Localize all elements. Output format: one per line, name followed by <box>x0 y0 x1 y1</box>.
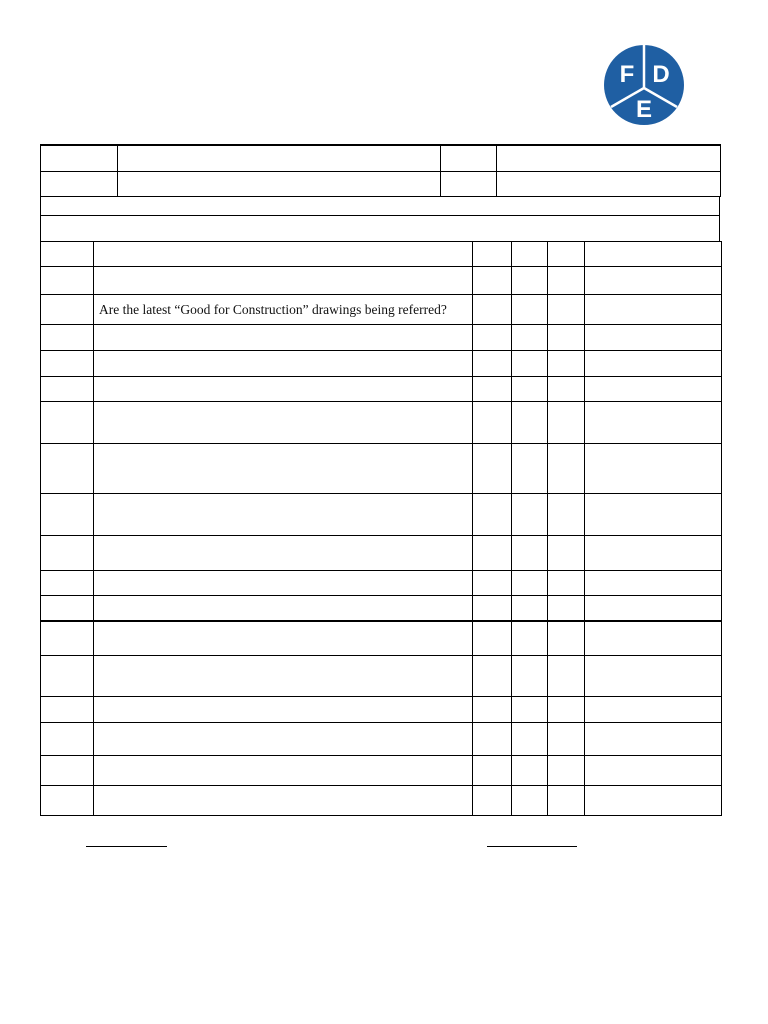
check-cell-1[interactable] <box>473 723 512 756</box>
header-value-cell[interactable] <box>497 145 721 172</box>
check-cell-3[interactable] <box>548 325 585 351</box>
check-cell-3[interactable] <box>548 494 585 536</box>
check-cell-3[interactable] <box>548 596 585 621</box>
item-number-cell <box>41 621 94 656</box>
check-cell-1[interactable] <box>473 786 512 816</box>
check-cell-2[interactable] <box>512 786 548 816</box>
check-cell-1[interactable] <box>473 267 512 295</box>
check-cell-2[interactable] <box>512 494 548 536</box>
check-cell-2[interactable] <box>512 723 548 756</box>
item-description-cell: Are the latest “Good for Construction” drawings being referred? <box>94 295 473 325</box>
header-label-cell <box>441 145 497 172</box>
item-number-cell <box>41 786 94 816</box>
table-row <box>41 295 722 325</box>
remarks-cell[interactable] <box>585 325 722 351</box>
check-cell-2[interactable] <box>512 621 548 656</box>
check-cell-1[interactable] <box>473 351 512 377</box>
item-number-cell <box>41 295 94 325</box>
item-description-cell <box>94 402 473 444</box>
logo-letter-d: D <box>652 61 670 88</box>
check-cell-1[interactable] <box>473 571 512 596</box>
check-cell-3[interactable] <box>548 351 585 377</box>
item-number-cell <box>41 267 94 295</box>
item-number-cell <box>41 656 94 697</box>
item-number-cell <box>41 494 94 536</box>
remarks-cell[interactable] <box>585 242 722 267</box>
table-row <box>41 723 722 756</box>
check-cell-1[interactable] <box>473 756 512 786</box>
item-description-cell <box>94 656 473 697</box>
signature-line-right[interactable] <box>487 846 577 847</box>
table-row <box>41 756 722 786</box>
item-description-cell <box>94 697 473 723</box>
table-row <box>41 494 722 536</box>
check-cell-1[interactable] <box>473 656 512 697</box>
check-cell-3[interactable] <box>548 621 585 656</box>
check-cell-2[interactable] <box>512 402 548 444</box>
table-row <box>41 351 722 377</box>
check-cell-2[interactable] <box>512 267 548 295</box>
table-row <box>41 621 722 656</box>
table-row <box>41 242 722 267</box>
check-cell-3[interactable] <box>548 656 585 697</box>
check-cell-3[interactable] <box>548 697 585 723</box>
item-description-cell <box>94 596 473 621</box>
check-cell-2[interactable] <box>512 536 548 571</box>
check-cell-2[interactable] <box>512 242 548 267</box>
table-row <box>41 402 722 444</box>
item-description-cell <box>94 267 473 295</box>
item-number-cell <box>41 402 94 444</box>
table-row <box>41 444 722 494</box>
table-row <box>41 571 722 596</box>
item-number-cell <box>41 325 94 351</box>
check-cell-2[interactable] <box>512 295 548 325</box>
check-cell-1[interactable] <box>473 377 512 402</box>
remarks-cell[interactable] <box>585 351 722 377</box>
item-description-cell <box>94 242 473 267</box>
item-description-cell <box>94 621 473 656</box>
section-title-band <box>40 215 720 242</box>
check-cell-1[interactable] <box>473 596 512 621</box>
item-number-cell <box>41 444 94 494</box>
check-cell-2[interactable] <box>512 697 548 723</box>
item-number-cell <box>41 351 94 377</box>
check-cell-2[interactable] <box>512 351 548 377</box>
item-description-cell <box>94 444 473 494</box>
item-description-cell <box>94 351 473 377</box>
table-row <box>41 267 722 295</box>
check-cell-2[interactable] <box>512 756 548 786</box>
item-number-cell <box>41 596 94 621</box>
check-cell-3[interactable] <box>548 444 585 494</box>
remarks-cell[interactable] <box>585 723 722 756</box>
check-cell-2[interactable] <box>512 444 548 494</box>
remarks-cell[interactable] <box>585 621 722 656</box>
check-cell-3[interactable] <box>548 723 585 756</box>
remarks-cell[interactable] <box>585 402 722 444</box>
check-cell-3[interactable] <box>548 295 585 325</box>
header-label-cell <box>41 172 118 197</box>
item-description-cell <box>94 325 473 351</box>
table-row <box>41 656 722 697</box>
remarks-cell[interactable] <box>585 295 722 325</box>
item-description-cell <box>94 494 473 536</box>
remarks-cell[interactable] <box>585 377 722 402</box>
remarks-cell[interactable] <box>585 267 722 295</box>
check-cell-1[interactable] <box>473 242 512 267</box>
remarks-cell[interactable] <box>585 571 722 596</box>
remarks-cell[interactable] <box>585 656 722 697</box>
remarks-cell[interactable] <box>585 596 722 621</box>
fde-logo <box>603 44 685 126</box>
item-number-cell <box>41 756 94 786</box>
check-cell-2[interactable] <box>512 656 548 697</box>
check-cell-1[interactable] <box>473 325 512 351</box>
check-cell-3[interactable] <box>548 571 585 596</box>
item-description-cell <box>94 377 473 402</box>
check-cell-3[interactable] <box>548 242 585 267</box>
table-row <box>41 786 722 816</box>
item-number-cell <box>41 723 94 756</box>
header-value-cell[interactable] <box>118 172 441 197</box>
remarks-cell[interactable] <box>585 756 722 786</box>
header-label-cell <box>41 145 118 172</box>
check-cell-3[interactable] <box>548 267 585 295</box>
item-description-cell <box>94 786 473 816</box>
item-number-cell <box>41 242 94 267</box>
item-number-cell <box>41 377 94 402</box>
item-description-cell <box>94 571 473 596</box>
check-cell-1[interactable] <box>473 402 512 444</box>
check-cell-1[interactable] <box>473 295 512 325</box>
check-cell-1[interactable] <box>473 621 512 656</box>
checklist-table <box>40 241 722 816</box>
check-cell-2[interactable] <box>512 571 548 596</box>
signature-line-left[interactable] <box>86 846 167 847</box>
logo-letter-e: E <box>635 96 653 123</box>
check-cell-1[interactable] <box>473 697 512 723</box>
remarks-cell[interactable] <box>585 444 722 494</box>
table-row <box>41 536 722 571</box>
check-cell-1[interactable] <box>473 444 512 494</box>
header-info-row-2 <box>40 171 721 197</box>
remarks-cell[interactable] <box>585 494 722 536</box>
remarks-cell[interactable] <box>585 786 722 816</box>
header-label-cell <box>441 172 497 197</box>
check-cell-2[interactable] <box>512 325 548 351</box>
table-row <box>41 697 722 723</box>
table-row <box>41 325 722 351</box>
check-cell-3[interactable] <box>548 402 585 444</box>
item-number-cell <box>41 697 94 723</box>
remarks-cell[interactable] <box>585 536 722 571</box>
logo-letter-f: F <box>619 61 635 88</box>
remarks-cell[interactable] <box>585 697 722 723</box>
item-description-cell <box>94 723 473 756</box>
header-value-cell[interactable] <box>497 172 721 197</box>
item-number-cell <box>41 571 94 596</box>
check-cell-3[interactable] <box>548 756 585 786</box>
check-cell-3[interactable] <box>548 786 585 816</box>
check-cell-1[interactable] <box>473 494 512 536</box>
header-info-row-1 <box>40 144 721 172</box>
check-cell-2[interactable] <box>512 377 548 402</box>
table-row <box>41 377 722 402</box>
check-cell-1[interactable] <box>473 536 512 571</box>
section-band <box>40 196 720 216</box>
check-cell-3[interactable] <box>548 377 585 402</box>
header-value-cell[interactable] <box>118 145 441 172</box>
table-row <box>41 596 722 621</box>
check-cell-3[interactable] <box>548 536 585 571</box>
item-description-cell <box>94 536 473 571</box>
check-cell-2[interactable] <box>512 596 548 621</box>
item-number-cell <box>41 536 94 571</box>
item-description-cell <box>94 756 473 786</box>
